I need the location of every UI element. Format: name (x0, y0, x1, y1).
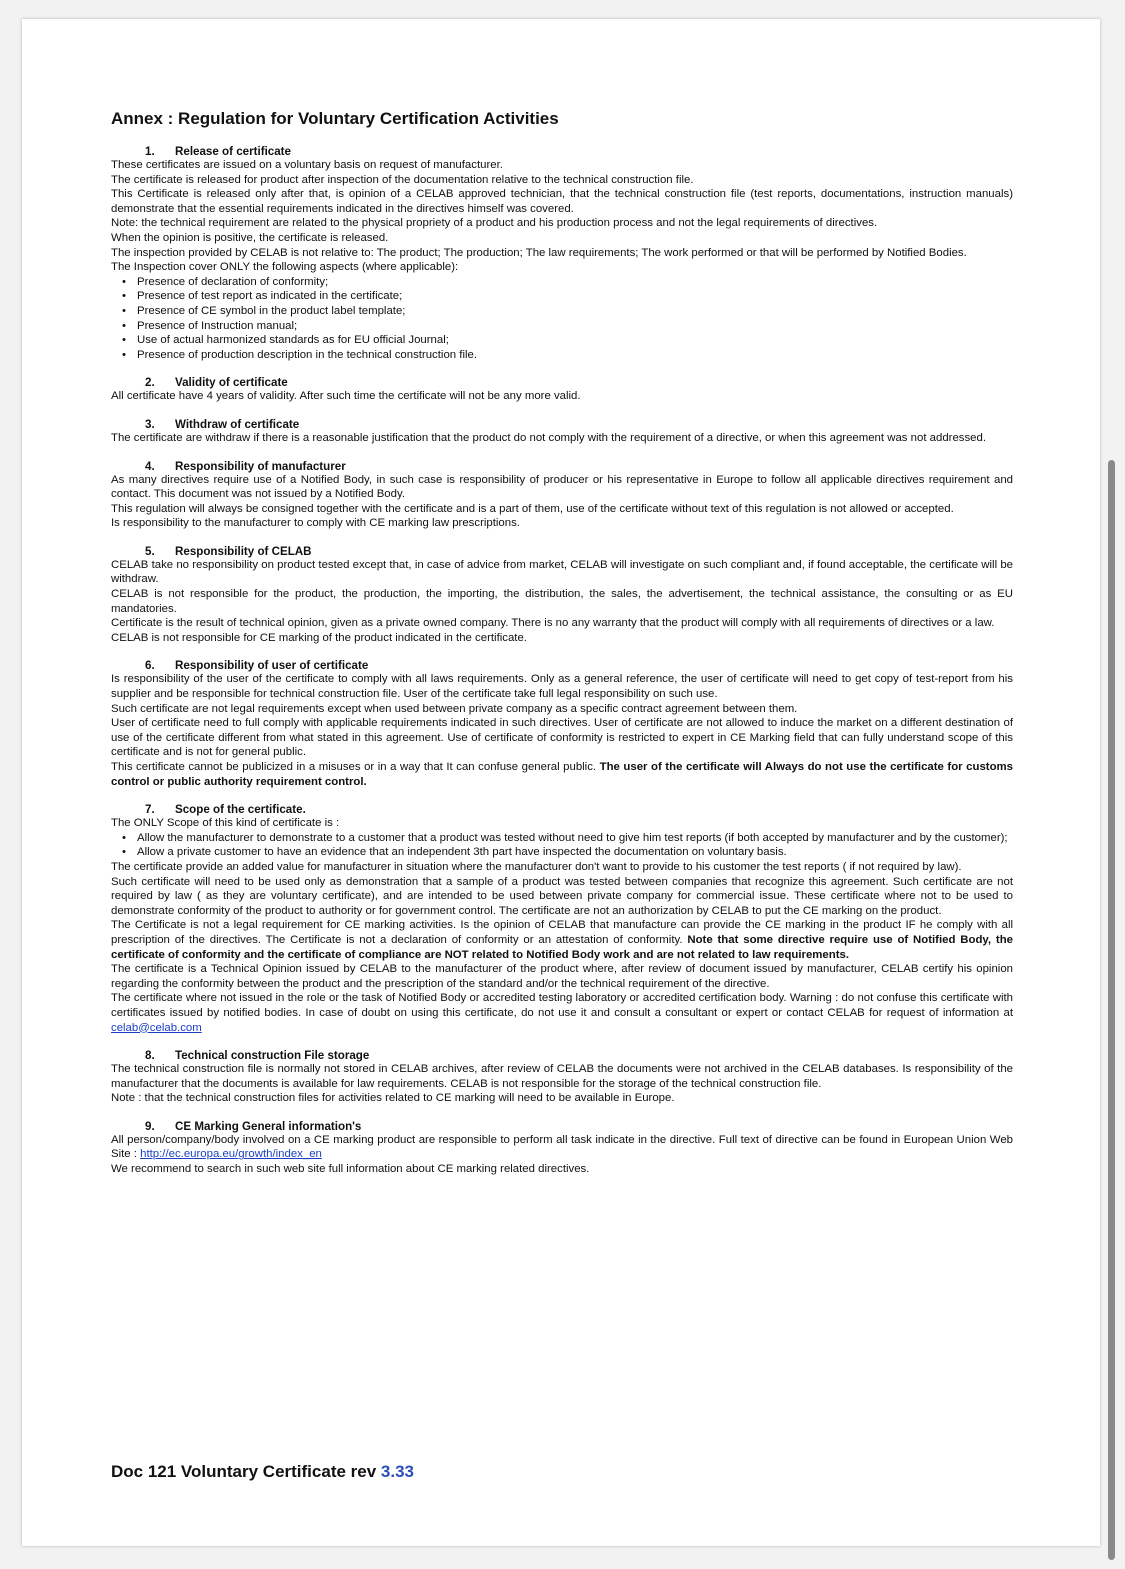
paragraph: The certificate is released for product after inspection of the documentation relative to the technical construction file. (111, 173, 694, 186)
section-4 (111, 460, 1013, 531)
section-number: 5. (145, 544, 155, 558)
section-heading (111, 803, 1013, 816)
paragraph: Is responsibility to the manufacturer to comply with CE marking law prescriptions. (111, 517, 520, 530)
hyperlink[interactable]: http://ec.europa.eu/growth/index_en (140, 1148, 322, 1161)
paragraph-with-emphasis (111, 918, 1013, 962)
paragraph-text: The Certificate is not a legal requirement for CE marking activities. Is the opinion of CELAB that manufacture can provide the CE marking in the product IF he comply with all prescription of the directives. The Certificate is not a declaration of conformity or an attestation of conformity. (111, 919, 1013, 946)
paragraph: The technical construction file is normally not stored in CELAB archives, after review of CELAB the documents were not archived in the CELAB databases. Is responsibility of the manufacturer that the documents is available for law requirements. CELAB is not responsible for the storage of the technical construction file. (111, 1063, 1013, 1090)
emphasized-text: The user of the certificate will Always do not use the certificate for customs control or public authority requirement control. (111, 761, 1013, 788)
paragraph: Note: the technical requirement are related to the physical propriety of a product and his production process and not the legal requirements of directives. (111, 217, 878, 230)
paragraph: This regulation will always be consigned together with the certificate and is a part of them, use of the certificate without text of this regulation is not allowed or accepted. (111, 502, 954, 515)
bullet-item: • Presence of production description in the technical construction file. (137, 348, 1013, 363)
paragraph: This Certificate is released only after that, is opinion of a CELAB approved technician, that the technical construction file (test reports, documentations, instruction manuals) demonstrate that the essential requirements indicated in the directives himself was covered. (111, 188, 1013, 215)
section-2 (111, 376, 1013, 404)
bullet-item: • Allow the manufacturer to demonstrate to a customer that a product was tested without need to give him test reports (if both accepted by manufacturer and by the customer); (137, 831, 1013, 846)
section-5 (111, 545, 1013, 646)
bullet-item: • Use of actual harmonized standards as for EU official Journal; (137, 333, 1013, 348)
paragraph: The certificate provide an added value for manufacturer in situation where the manufacturer don't want to provide to his customer the test reports ( if not required by law). (111, 860, 962, 873)
paragraph: User of certificate need to full comply with applicable requirements indicated in such directives. User of certificate are not allowed to induce the market on a different destination of use of the certificate different from what stated in this agreement. Use of certificate of conformity is restricted to expert in CE Marking field that can fully understand scope of this certificate and is not for general public. (111, 717, 1013, 759)
document-page (22, 19, 1100, 1546)
bullet-item: • Presence of Instruction manual; (137, 319, 1013, 334)
section-3 (111, 418, 1013, 446)
section-heading-text: Technical construction File storage (175, 1049, 370, 1063)
section-heading (111, 659, 1013, 672)
hyperlink[interactable]: celab@celab.com (111, 1021, 202, 1034)
paragraph: The Inspection cover ONLY the following aspects (where applicable): (111, 261, 459, 274)
section-number: 9. (145, 1119, 155, 1133)
section-number: 1. (145, 145, 155, 158)
vertical-scrollbar[interactable] (1108, 460, 1115, 1560)
bullet-item: • Presence of CE symbol in the product label template; (137, 304, 1013, 319)
document-title: Annex : Regulation for Voluntary Certification Activities (111, 109, 559, 128)
paragraph: CELAB is not responsible for the product, the production, the importing, the distribution, the sales, the advertisement, the technical assistance, the consulting or as EU mandatories. (111, 588, 1013, 615)
footer-doc-id (111, 1462, 414, 1482)
document-content (111, 109, 1013, 1191)
section-heading (111, 1049, 1013, 1062)
section-heading-text: Responsibility of CELAB (175, 544, 312, 558)
section-heading-text: Responsibility of manufacturer (175, 459, 346, 473)
section-1 (111, 145, 1013, 362)
paragraph: The inspection provided by CELAB is not relative to: The product; The production; The law requirements; The work performed or that will be performed by Notified Bodies. (111, 246, 967, 259)
paragraph-with-link (111, 1133, 1013, 1162)
footer-revision: 3.33 (380, 1462, 414, 1481)
paragraph: The certificate are withdraw if there is a reasonable justification that the product do not comply with the requirement of a directive, or when this agreement was not addressed. (111, 431, 987, 444)
paragraph: Certificate is the result of technical opinion, given as a private owned company. There is no any warranty that the product will comply with all requirements of directives or a law. (111, 617, 995, 630)
bullet-item: • Allow a private customer to have an evidence that an independent 3th part have inspected the documentation on voluntary basis. (137, 845, 1013, 860)
paragraph: Is responsibility of the user of the certificate to comply with all laws requirements. Only as a general reference, the user of certificate will need to get copy of test-report from his supplier and be responsible for technical construction file. User of the certificate take full legal responsibility on such use. (111, 673, 1013, 701)
bullet-list (111, 831, 1013, 860)
paragraph: The certificate is a Technical Opinion issued by CELAB to the manufacturer of the product where, after review of document issued by manufacturer, CELAB certify his opinion regarding the conformity between the product and the prescription of the standard and/or the technical requirement of the directive. (111, 963, 1013, 990)
section-number: 4. (145, 459, 155, 473)
paragraph-text: All person/company/body involved on a CE marking product are responsible to perform all task indicate in the directive. Full text of directive can be found in European Union Web Site : (111, 1133, 1013, 1161)
paragraph: Such certificate are not legal requirements except when used between private company as a specific contract agreement between them. (111, 702, 798, 715)
bullet-item: • Presence of test report as indicated in the certificate; (137, 289, 1013, 304)
section-8 (111, 1049, 1013, 1106)
section-heading (111, 418, 1013, 431)
section-heading (111, 545, 1013, 558)
section-heading-text: Scope of the certificate. (175, 803, 306, 817)
section-heading-text: Release of certificate (175, 145, 291, 158)
paragraph: Such certificate will need to be used only as demonstration that a sample of a product was tested between companies that recognize this agreement. Such certificate are not required by law ( as they are voluntary certificate), and are intended to be used between private company for commercial issue. These certificate where not to be used to demonstrate conformity of the product to authority or for government control. The certificate are not an authorization by CELAB to put the CE marking on the product. (111, 875, 1013, 917)
paragraph: When the opinion is positive, the certificate is released. (111, 231, 389, 244)
section-heading-text: Withdraw of certificate (175, 417, 300, 431)
bullet-item: • Presence of declaration of conformity; (137, 275, 1013, 290)
sections-container (111, 145, 1013, 1177)
section-number: 3. (145, 417, 155, 431)
paragraph-with-emphasis (111, 760, 1013, 789)
section-7 (111, 803, 1013, 1035)
paragraph-text: The certificate where not issued in the role or the task of Notified Body or accredited testing laboratory or accredited certification body. Warning : do not confuse this certificate with certificates issued by notified bodies. In case of doubt on using this certificate, do not use it and consult a consultant or expert or contact CELAB for request of information at (111, 992, 1013, 1019)
section-heading (111, 460, 1013, 473)
section-heading (111, 145, 1013, 158)
paragraph: Note : that the technical construction files for activities related to CE marking will need to be available in Europe. (111, 1092, 675, 1105)
paragraph: As many directives require use of a Notified Body, in such case is responsibility of producer or his representative in Europe to follow all applicable directives requirement and contact. This document was not issued by a Notified Body. (111, 473, 1013, 501)
section-heading (111, 1120, 1013, 1133)
section-6 (111, 659, 1013, 789)
emphasized-text: Note that some directive require use of Notified Body, the certificate of conformity and the certificate of compliance are NOT related to Notified Body work and are not related to law requirements. (111, 933, 1013, 961)
paragraph: The ONLY Scope of this kind of certificate is : (111, 817, 340, 830)
paragraph: All certificate have 4 years of validity. After such time the certificate will not be any more valid. (111, 390, 581, 403)
section-number: 7. (145, 803, 155, 817)
section-9 (111, 1120, 1013, 1177)
section-number: 2. (145, 376, 155, 390)
section-heading-text: Validity of certificate (175, 376, 288, 390)
paragraph: CELAB take no responsibility on product tested except that, in case of advice from market, CELAB will investigate on such compliant and, if found acceptable, the certificate will be withdraw. (111, 558, 1013, 586)
paragraph-with-link (111, 991, 1013, 1035)
bullet-list (111, 275, 1013, 363)
section-heading-text: CE Marking General information's (175, 1119, 362, 1133)
paragraph: These certificates are issued on a voluntary basis on request of manufacturer. (111, 159, 503, 171)
section-heading (111, 376, 1013, 389)
section-heading-text: Responsibility of user of certificate (175, 659, 369, 673)
paragraph: CELAB is not responsible for CE marking of the product indicated in the certificate. (111, 631, 527, 644)
paragraph-text: This certificate cannot be publicized in a misuses or in a way that It can confuse general public. (111, 761, 600, 773)
paragraph: We recommend to search in such web site full information about CE marking related directives. (111, 1163, 590, 1176)
footer-text: Doc 121 Voluntary Certificate rev (111, 1462, 381, 1481)
section-number: 6. (145, 659, 155, 673)
section-number: 8. (145, 1049, 155, 1063)
